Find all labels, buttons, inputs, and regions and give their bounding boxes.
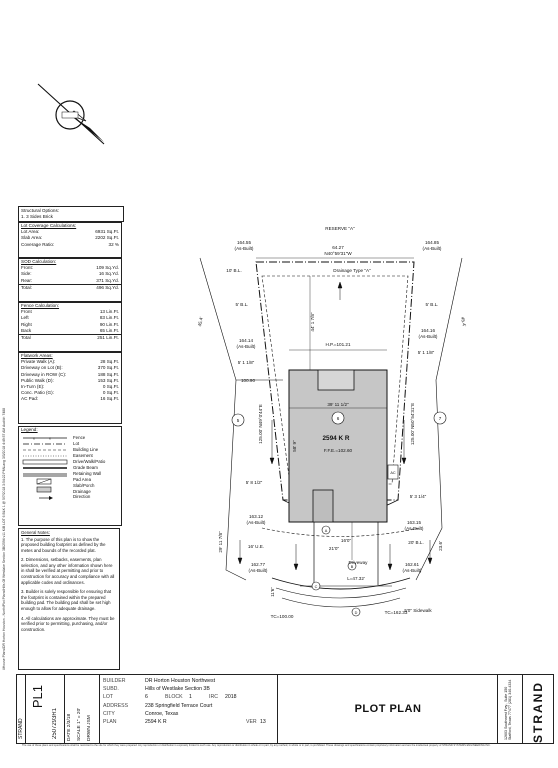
label-d: D bbox=[354, 611, 358, 615]
flatwork-header: Flatwork Areas: bbox=[21, 353, 53, 358]
asbuilt-mid-left: (As-Built) bbox=[236, 344, 256, 349]
fence-row: Left 83 Lin.Ft. bbox=[21, 315, 119, 321]
address-row: ADDRESS 238 Springfield Terrace Court bbox=[103, 702, 213, 709]
legend-item: Building Line bbox=[73, 447, 99, 452]
right-side-dim: 45.4' bbox=[460, 316, 467, 328]
strand-left-label: STRAND bbox=[18, 718, 24, 739]
disclaimer-footer: The use of these plans and specifications shall be restricted to the site for which they were prepared. Any reproduction or distribution is expressly limited to such use. Any reproduction or distribution in whole or in part, by any method, in whole or in part, is prohibited. These drawings and specifications contain proprietary information and are the intellectual property of STRAND SYSTEMS ENGINEERING INC. bbox=[22, 744, 491, 747]
side-setback-left: 5' 1 1/8" bbox=[237, 360, 255, 365]
legend-item: Drive/Walk/Patio bbox=[73, 459, 106, 464]
lot-row: LOT 6 BLOCK 1 IRC 2018 bbox=[103, 694, 237, 701]
rear-bearing: N40°59'31"W bbox=[324, 251, 352, 256]
lot-coverage-row: Coverage Ratio: 32 % bbox=[21, 241, 119, 247]
label-b: B bbox=[350, 565, 354, 569]
lot-coverage-row: Slab Area: 2202 Sq.Ft. bbox=[21, 235, 119, 241]
flatwork-row: Driveway on Lot (B): 370 Sq.Ft. bbox=[21, 365, 119, 371]
driveway-label: Driveway bbox=[348, 560, 368, 565]
fence-row: Back 65 Lin.Ft. bbox=[21, 327, 119, 333]
rear-patio bbox=[318, 370, 354, 390]
flatwork-row: Public Walk (D): 153 Sq.Ft. bbox=[21, 377, 119, 383]
front-building-line: 20' B.L. bbox=[408, 540, 424, 545]
lot-number: 6 bbox=[336, 416, 340, 421]
asbuilt-top-right: (As-Built) bbox=[422, 246, 442, 251]
top-of-curb-right: TC=162.33 bbox=[384, 610, 408, 615]
job-number: 2507293R1 bbox=[52, 707, 58, 739]
bearing-right: 125.00' N50°54'31"E bbox=[410, 402, 415, 446]
note-item: 1. The purpose of this plan is to show the proposed building footprint as defined by the metes and bounds of the recorded plat. bbox=[21, 536, 106, 553]
fence-row: Right 90 Lin.Ft. bbox=[21, 321, 119, 327]
building-line-left: 5' B.L. bbox=[235, 302, 249, 307]
asbuilt-front-right: (As-Built) bbox=[402, 568, 422, 573]
sod-row: Rear: 371 Sq.Yd. bbox=[21, 277, 119, 283]
elevation-house-left: 100.90 bbox=[240, 378, 256, 383]
house-footprint bbox=[289, 370, 387, 522]
firm-address-col bbox=[498, 675, 523, 743]
rear-dimension: 64.27 bbox=[332, 245, 344, 250]
subdivision-row: SUBD. Hills of Westlake Section 3B bbox=[103, 686, 210, 693]
front-porch bbox=[313, 490, 333, 522]
reserve-label: RESERVE "A" bbox=[325, 226, 355, 231]
front-right-dim: 23.6' bbox=[438, 541, 443, 551]
legend-item: Pad Area bbox=[73, 477, 92, 482]
project-info-col bbox=[100, 675, 278, 743]
elevation-front-left: 162.77 bbox=[250, 562, 266, 567]
asbuilt-front-left: (As-Built) bbox=[248, 568, 268, 573]
drawn-value: JSM bbox=[87, 715, 92, 725]
flatwork-row: Conc. Patio (G): 0 Sq.Ft. bbox=[21, 390, 119, 396]
note-item: 3. Builder is solely responsible for ensuring that the footprint is contained within the prepared building pad. The building pad shall be set high enough to allow for adequate drainage. bbox=[21, 589, 112, 611]
structural-header: Structural Options: bbox=[21, 208, 60, 213]
drainage-type: Drainage Type "A" bbox=[333, 268, 371, 273]
scale-label: SCALE 1" = 20' bbox=[77, 707, 82, 741]
firm-name-col bbox=[523, 675, 553, 743]
fence-header: Fence Calculation: bbox=[21, 303, 60, 308]
file-path-margin: \\House Plans\DR Horton Houston - North\Plot Plans\Hills Of Westlake Section 3B\2594 v11 K\B LOT 6 BLK 1 @ 5/7/2018 3:54:22 PM\Lang 3/3/2018 4:49:57 AM Audit#: 7488 bbox=[2, 407, 6, 670]
structural-value: 1. 3 Sides Brick bbox=[21, 214, 53, 220]
side-setback-left-front: 5' 8 1/2" bbox=[245, 480, 263, 485]
label-a: A bbox=[324, 529, 328, 533]
date-value: 2/3/18 bbox=[67, 713, 72, 728]
legend-item: Easement bbox=[73, 453, 93, 458]
title-block bbox=[16, 674, 554, 744]
elevation-mid-right: 164.16 bbox=[420, 328, 436, 333]
lot-coverage-header: Lot Coverage Calculations: bbox=[21, 223, 77, 228]
city-row: CITY Conroe, Texas bbox=[103, 710, 179, 717]
utility-easement: 16' U.E. bbox=[247, 544, 265, 549]
elevation-bottom-right: 163.15 bbox=[406, 520, 422, 525]
curb-left-dim: 11'6" bbox=[270, 587, 275, 597]
ac-label: AC bbox=[390, 471, 396, 475]
drawn-label: DRWN JSM bbox=[87, 715, 92, 741]
firm-address: 12603 Southwest Fwy., Suite 150 Stafford, Texas 77477 (281) 340-4334 bbox=[504, 679, 512, 740]
fence-row: Total 251 Lin.Ft. bbox=[21, 334, 119, 340]
side-setback-right-front: 5' 3 1/4" bbox=[409, 494, 427, 499]
svg-text:x: x bbox=[49, 436, 51, 441]
sod-row: Front: 109 Sq.Yd. bbox=[21, 265, 119, 271]
legend-item: Grade Beam bbox=[73, 465, 98, 470]
asbuilt-bottom-right: (As-Built) bbox=[404, 526, 424, 531]
sidewalk-label: 5'0" Sidewalk bbox=[404, 608, 432, 613]
plot-plan-title-col bbox=[279, 675, 498, 743]
note-item: 2. Dimensions, setbacks, easements, plan selection, and any other information shown here in shall be verified at permitting and prior to construction for accuracy and compliance with all applicable codes and ordinances. bbox=[21, 557, 115, 585]
firm-name: STRAND bbox=[531, 681, 545, 743]
driveway-depth: 21'0" bbox=[328, 546, 340, 551]
lot-left-number: 5 bbox=[236, 418, 240, 423]
sod-row: Side: 16 Sq.Yd. bbox=[21, 271, 119, 277]
label-c: C bbox=[314, 585, 318, 589]
building-line-right: 5' B.L. bbox=[425, 302, 439, 307]
plan-row: PLAN 2594 K R VER 13 bbox=[103, 719, 266, 726]
elevation-mid-left: 164.14 bbox=[238, 338, 254, 343]
top-of-curb-left: TC=100.00 bbox=[270, 614, 294, 619]
note-item: 4. All calculations are approximate. They must be verified prior to permitting, purchasing, and/or construction. bbox=[21, 615, 115, 632]
legend-header: Legend: bbox=[21, 427, 38, 432]
arc-length: L=47.32' bbox=[347, 576, 365, 581]
lot-coverage-row: Lot Area: 6931 Sq.Ft. bbox=[21, 229, 119, 235]
flatwork-row: AC Pad: 16 Sq.Ft. bbox=[21, 396, 119, 402]
strand-left-col bbox=[17, 675, 26, 743]
plot-plan-title: PLOT PLAN bbox=[354, 703, 422, 715]
legend-item: Retaining Wall bbox=[73, 471, 102, 476]
bearing-left: 125.00' N49°0'44"E bbox=[258, 404, 263, 444]
elevation-top-right: 164.85 bbox=[424, 240, 440, 245]
house-depth: 58' 9" bbox=[292, 440, 297, 452]
sheet-number: PL1 bbox=[30, 685, 45, 709]
rear-depth: 44' 1 7/8" bbox=[310, 312, 315, 332]
legend-item: Drainage Direction bbox=[73, 489, 91, 499]
left-side-dim: 45.4' bbox=[197, 316, 204, 328]
elevation-bottom-left: 163.12 bbox=[248, 514, 264, 519]
date-label: DATE 2/3/18 bbox=[67, 713, 72, 741]
lot-right-number: 7 bbox=[438, 416, 442, 421]
sheet-col bbox=[26, 675, 65, 743]
svg-text:x: x bbox=[33, 436, 35, 441]
notes-header: General Notes: bbox=[21, 530, 50, 535]
side-setback-right: 5' 1 1/8" bbox=[417, 350, 435, 355]
sod-header: SOD Calculation: bbox=[21, 259, 57, 264]
builder-row: BUILDER DR Horton Houston Northwest bbox=[103, 678, 216, 685]
flatwork-row: In-Turn (E): 0 Sq.Ft. bbox=[21, 383, 119, 389]
front-left-dim: 29' 11 7/8" bbox=[218, 531, 223, 553]
plan-name-label: 2594 K R bbox=[322, 435, 350, 442]
asbuilt-top-left: (As-Built) bbox=[234, 246, 254, 251]
house-width: 39' 11 1/2" bbox=[327, 402, 349, 407]
hp-elevation: H.P.=101.21 bbox=[325, 342, 351, 347]
elevation-top-left: 164.55 bbox=[236, 240, 252, 245]
driveway-width: 16'0" bbox=[340, 538, 352, 543]
fence-row: Front 13 Lin.Ft. bbox=[21, 309, 119, 315]
sod-row: Total: 496 Sq.Yd. bbox=[21, 284, 119, 290]
scale-value: 1" = 20' bbox=[77, 707, 82, 724]
ffe-label: F.F.E.=102.60 bbox=[323, 448, 353, 453]
asbuilt-bottom-left: (As-Built) bbox=[246, 520, 266, 525]
legend-item: Fence bbox=[73, 435, 86, 440]
date-col bbox=[65, 675, 100, 743]
asbuilt-mid-right: (As-Built) bbox=[418, 334, 438, 339]
legend-item: Slab/Porch bbox=[73, 483, 95, 488]
elevation-front-right: 162.61 bbox=[404, 562, 420, 567]
flatwork-row: Driveway in ROW (C): 188 Sq.Ft. bbox=[21, 371, 119, 377]
building-line-rear: 10' B.L. bbox=[226, 268, 242, 273]
flatwork-row: Private Walk (A): 28 Sq.Ft. bbox=[21, 359, 119, 365]
legend-item: Lot bbox=[73, 441, 80, 446]
